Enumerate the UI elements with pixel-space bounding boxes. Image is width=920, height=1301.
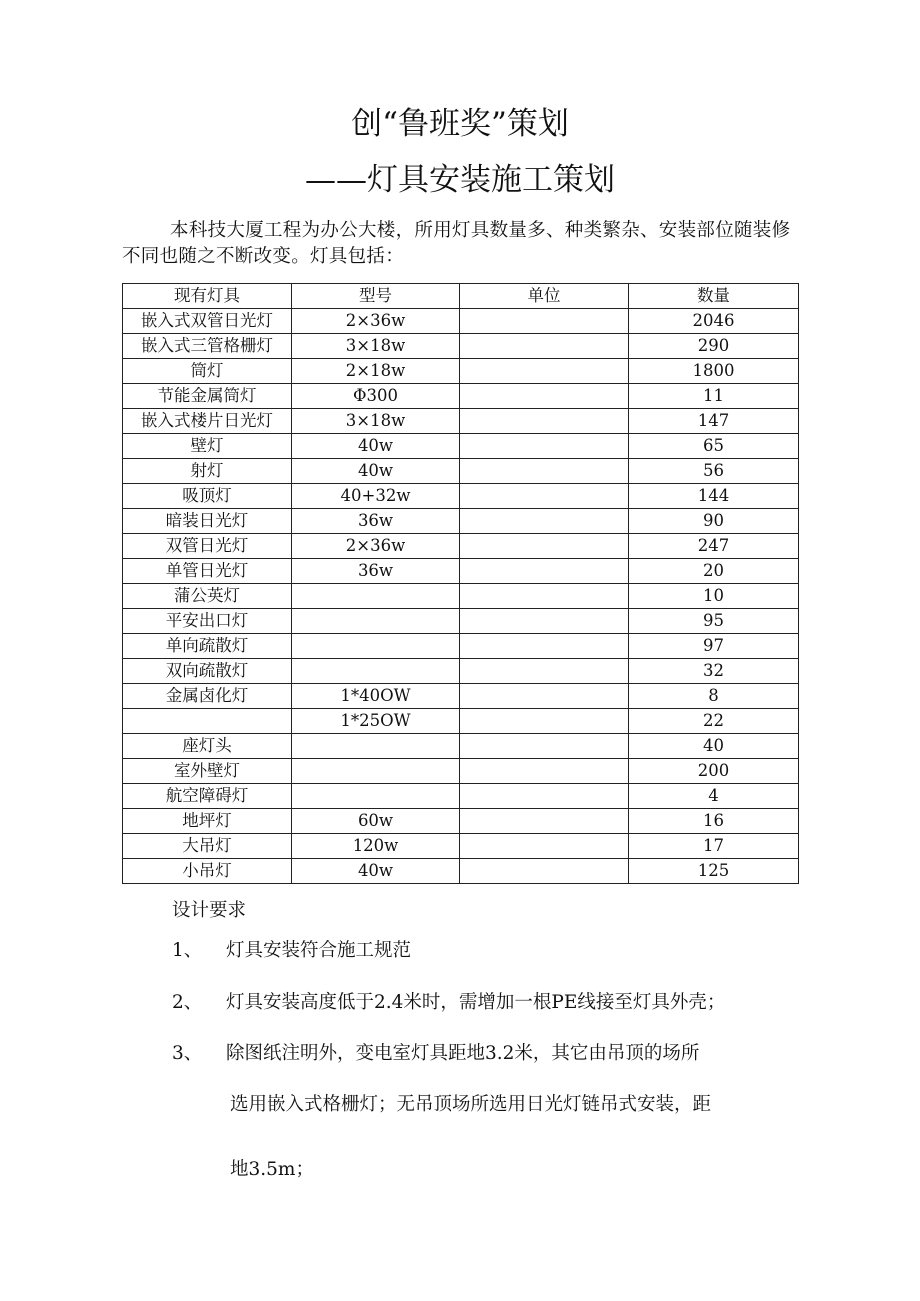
requirement-number: 2、 [172, 992, 203, 1013]
column-header-quantity: 数量 [629, 284, 799, 309]
cell-model: 3×18w [292, 409, 460, 434]
cell-unit [460, 384, 629, 409]
cell-fixture-name: 室外壁灯 [123, 759, 292, 784]
table-row [123, 784, 799, 809]
cell-fixture-name: 双管日光灯 [123, 534, 292, 559]
cell-quantity: 40 [629, 734, 799, 759]
cell-quantity: 95 [629, 609, 799, 634]
cell-quantity: 16 [629, 809, 799, 834]
cell-quantity: 144 [629, 484, 799, 509]
table-row [123, 509, 799, 534]
cell-model: 36w [292, 559, 460, 584]
cell-unit [460, 559, 629, 584]
cell-unit [460, 509, 629, 534]
cell-quantity: 125 [629, 859, 799, 884]
cell-model: 40w [292, 459, 460, 484]
table-row [123, 834, 799, 859]
cell-quantity: 20 [629, 559, 799, 584]
cell-fixture-name: 嵌入式三管格栅灯 [123, 334, 292, 359]
cell-model [292, 584, 460, 609]
cell-model [292, 659, 460, 684]
cell-model [292, 734, 460, 759]
requirement-number: 3、 [172, 1043, 203, 1064]
table-row [123, 734, 799, 759]
cell-fixture-name: 座灯头 [123, 734, 292, 759]
table-row [123, 534, 799, 559]
table-row [123, 684, 799, 709]
cell-quantity: 90 [629, 509, 799, 534]
cell-model: 40w [292, 434, 460, 459]
requirement-item-3-continued: 选用嵌入式格栅灯；无吊顶场所选用日光灯链吊式安装，距 [230, 1094, 712, 1115]
table-row [123, 809, 799, 834]
cell-model: 36w [292, 509, 460, 534]
table-row [123, 759, 799, 784]
cell-quantity: 4 [629, 784, 799, 809]
cell-model [292, 759, 460, 784]
cell-unit [460, 759, 629, 784]
cell-fixture-name: 筒灯 [123, 359, 292, 384]
intro-paragraph: 本科技大厦工程为办公大楼，所用灯具数量多、种类繁杂、安装部位随装修不同也随之不断改变。灯具包括： [122, 220, 791, 267]
cell-fixture-name: 射灯 [123, 459, 292, 484]
cell-model: 1*25OW [292, 709, 460, 734]
cell-quantity: 11 [629, 384, 799, 409]
table-row [123, 459, 799, 484]
cell-fixture-name: 平安出口灯 [123, 609, 292, 634]
cell-quantity: 247 [629, 534, 799, 559]
table-row [123, 709, 799, 734]
requirement-item-3-end: 地3.5m； [230, 1159, 314, 1180]
cell-quantity: 22 [629, 709, 799, 734]
table-row [123, 359, 799, 384]
table-row [123, 334, 799, 359]
cell-quantity: 147 [629, 409, 799, 434]
cell-fixture-name: 航空障碍灯 [123, 784, 292, 809]
cell-fixture-name: 大吊灯 [123, 834, 292, 859]
cell-fixture-name: 小吊灯 [123, 859, 292, 884]
cell-unit [460, 309, 629, 334]
cell-fixture-name: 暗装日光灯 [123, 509, 292, 534]
cell-unit [460, 634, 629, 659]
table-row [123, 384, 799, 409]
cell-model: 120w [292, 834, 460, 859]
column-header-name: 现有灯具 [123, 284, 292, 309]
table-row [123, 434, 799, 459]
requirement-text: 灯具安装符合施工规范 [226, 940, 412, 961]
table-row [123, 559, 799, 584]
cell-fixture-name [123, 709, 292, 734]
cell-model: 2×36w [292, 309, 460, 334]
cell-model: Φ300 [292, 384, 460, 409]
cell-quantity: 10 [629, 584, 799, 609]
cell-fixture-name: 壁灯 [123, 434, 292, 459]
cell-model: 1*40OW [292, 684, 460, 709]
requirement-text: 除图纸注明外，变电室灯具距地3.2米，其它由吊顶的场所 [226, 1043, 700, 1064]
cell-unit [460, 434, 629, 459]
cell-model: 2×18w [292, 359, 460, 384]
table-row [123, 409, 799, 434]
cell-quantity: 2046 [629, 309, 799, 334]
table-row [123, 859, 799, 884]
cell-quantity: 200 [629, 759, 799, 784]
table-row [123, 309, 799, 334]
column-header-unit: 单位 [460, 284, 629, 309]
cell-fixture-name: 嵌入式双管日光灯 [123, 309, 292, 334]
cell-fixture-name: 吸顶灯 [123, 484, 292, 509]
cell-unit [460, 409, 629, 434]
cell-quantity: 8 [629, 684, 799, 709]
cell-fixture-name: 蒲公英灯 [123, 584, 292, 609]
cell-quantity: 17 [629, 834, 799, 859]
cell-unit [460, 784, 629, 809]
cell-quantity: 56 [629, 459, 799, 484]
cell-model: 2×36w [292, 534, 460, 559]
cell-model [292, 609, 460, 634]
table-row [123, 659, 799, 684]
cell-quantity: 97 [629, 634, 799, 659]
cell-quantity: 32 [629, 659, 799, 684]
cell-unit [460, 809, 629, 834]
cell-quantity: 65 [629, 434, 799, 459]
cell-quantity: 1800 [629, 359, 799, 384]
cell-model: 3×18w [292, 334, 460, 359]
cell-unit [460, 334, 629, 359]
table-row [123, 609, 799, 634]
table-row [123, 584, 799, 609]
cell-unit [460, 609, 629, 634]
cell-model [292, 784, 460, 809]
cell-unit [460, 659, 629, 684]
requirement-number: 1、 [172, 940, 203, 961]
requirement-text: 灯具安装高度低于2.4米时，需增加一根PE线接至灯具外壳； [226, 992, 726, 1013]
table-row [123, 634, 799, 659]
cell-unit [460, 534, 629, 559]
cell-quantity: 290 [629, 334, 799, 359]
cell-model: 40+32w [292, 484, 460, 509]
cell-unit [460, 709, 629, 734]
cell-fixture-name: 双向疏散灯 [123, 659, 292, 684]
column-header-model: 型号 [292, 284, 460, 309]
cell-unit [460, 834, 629, 859]
cell-unit [460, 584, 629, 609]
cell-model [292, 634, 460, 659]
cell-unit [460, 359, 629, 384]
cell-fixture-name: 单管日光灯 [123, 559, 292, 584]
requirements-heading: 设计要求 [172, 900, 247, 921]
cell-unit [460, 684, 629, 709]
cell-unit [460, 734, 629, 759]
document-subtitle: ——灯具安装施工策划 [305, 162, 615, 198]
cell-fixture-name: 嵌入式楼片日光灯 [123, 409, 292, 434]
cell-unit [460, 459, 629, 484]
cell-fixture-name: 地坪灯 [123, 809, 292, 834]
document-title: 创“鲁班奖”策划 [351, 106, 569, 142]
cell-fixture-name: 单向疏散灯 [123, 634, 292, 659]
fixtures-table [122, 283, 799, 884]
cell-model: 40w [292, 859, 460, 884]
cell-fixture-name: 金属卤化灯 [123, 684, 292, 709]
cell-model: 60w [292, 809, 460, 834]
cell-unit [460, 484, 629, 509]
table-row [123, 484, 799, 509]
cell-fixture-name: 节能金属筒灯 [123, 384, 292, 409]
cell-unit [460, 859, 629, 884]
table-header-row [123, 284, 799, 309]
